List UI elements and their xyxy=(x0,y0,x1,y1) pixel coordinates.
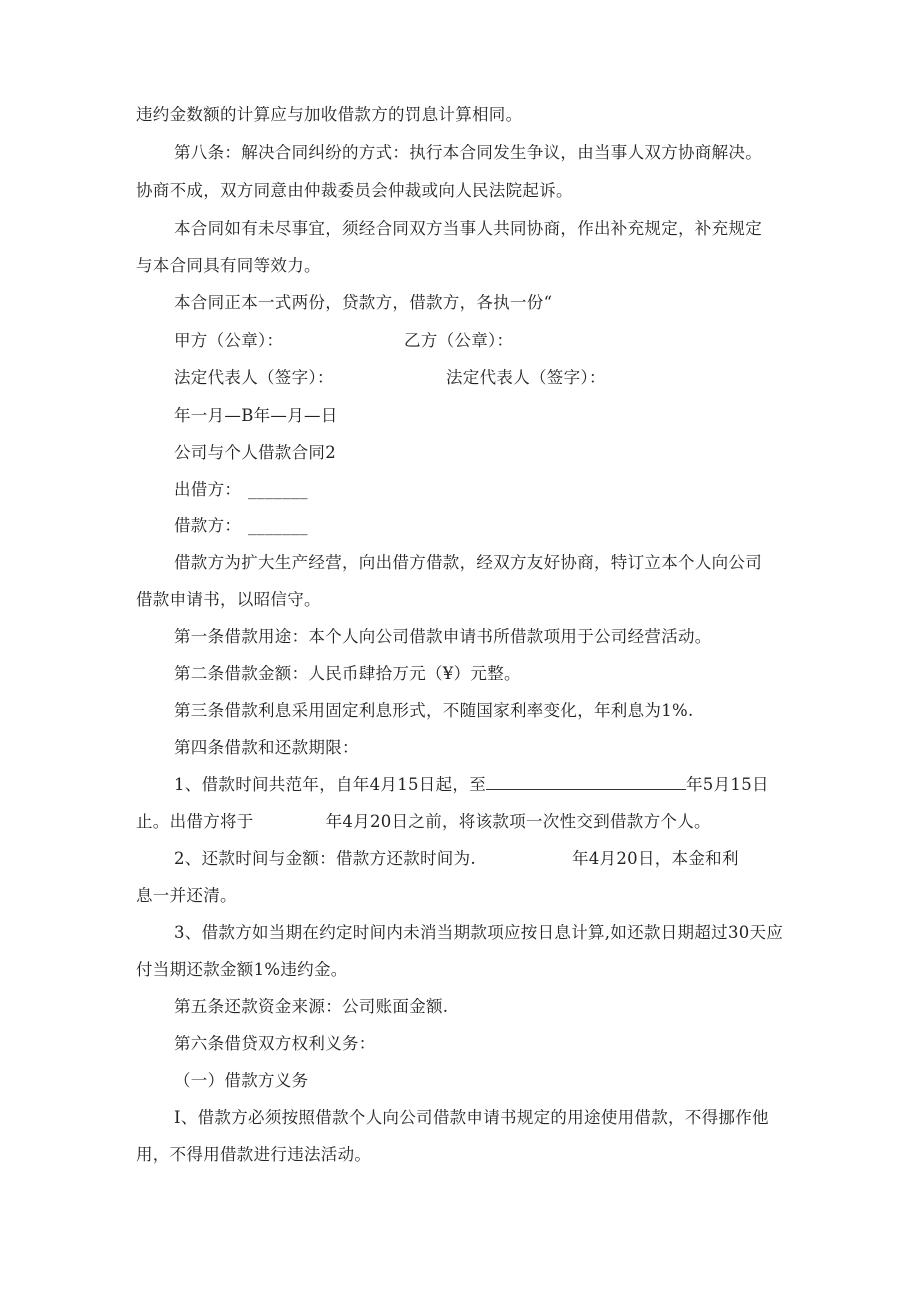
lender-label: 出借方： xyxy=(174,480,242,499)
article-4-item-2-cont: 息一并还清。 xyxy=(136,886,237,905)
article-6-subheading: （一）借款方义务 xyxy=(174,1071,309,1090)
article-4-item-1-cont-start: 止。出借方将于 xyxy=(136,812,254,831)
lender-blank: _______ xyxy=(248,480,308,499)
article-4-item-1-cont-end: 年4月20日之前，将该款项一次性交到借款方个人。 xyxy=(325,812,711,831)
article-4-item-1-cont xyxy=(136,811,711,833)
article-3: 第三条借款利息采用固定利息形式，不随国家利率变化，年利息为1%. xyxy=(174,701,694,720)
article-4-item-1-end: 年5月15日 xyxy=(686,775,769,794)
contract-title: 公司与个人借款合同2 xyxy=(174,443,336,462)
text-line: 本合同正本一式两份，贷款方，借款方，各执一份“ xyxy=(174,293,553,312)
article-6-item-1: I、借款方必须按照借款个人向公司借款申请书规定的用途使用借款，不得挪作他 xyxy=(174,1108,769,1127)
text-line: 协商不成，双方同意由仲裁委员会仲裁或向人民法院起诉。 xyxy=(136,181,573,200)
fill-in-blank xyxy=(486,775,686,790)
article-4-item-3-cont: 付当期还款金额1%违约金。 xyxy=(136,960,348,979)
article-4-item-2 xyxy=(174,848,739,870)
party-a-seal-label: 甲方（公章）： xyxy=(174,331,284,350)
article-1: 第一条借款用途：本个人向公司借款申请书所借款项用于公司经营活动。 xyxy=(174,627,712,646)
article-2: 第二条借款金额：人民币肆拾万元（¥）元整。 xyxy=(174,664,521,683)
text-line: 违约金数额的计算应与加收借款方的罚息计算相同。 xyxy=(136,105,523,124)
preamble-line: 借款方为扩大生产经营，向出借方借款，经双方友好协商，特订立本个人向公司 xyxy=(174,553,762,572)
article-4: 第四条借款和还款期限： xyxy=(174,738,359,757)
legal-rep-b-label: 法定代表人（签字）： xyxy=(446,368,606,387)
text-line: 第八条：解决合同纠纷的方式：执行本合同发生争议，由当事人双方协商解决。 xyxy=(174,143,762,162)
borrower-blank: _______ xyxy=(248,516,308,535)
article-6-item-1-cont: 用，不得用借款进行违法活动。 xyxy=(136,1145,372,1164)
article-6: 第六条借贷双方权利义务： xyxy=(174,1034,376,1053)
article-4-item-2-start: 2、还款时间与金额：借款方还款时间为. xyxy=(174,849,476,868)
article-4-item-2-end: 年4月20日，本金和利 xyxy=(571,849,739,868)
article-4-item-1-text: 1、借款时间共范年，自年4月15日起，至 xyxy=(174,775,486,794)
date-line: 年一月—B年—月—日 xyxy=(174,406,338,425)
text-line: 与本合同具有同等效力。 xyxy=(136,256,321,275)
article-4-item-1 xyxy=(174,774,769,796)
article-4-item-3: 3、借款方如当期在约定时间内未消当期款项应按日息计算,如还款日期超过30天应 xyxy=(174,923,784,942)
article-5: 第五条还款资金来源：公司账面金额. xyxy=(174,997,449,1016)
borrower-label: 借款方： xyxy=(174,516,242,535)
text-line: 本合同如有未尽事宜，须经合同双方当事人共同协商，作出补充规定，补充规定 xyxy=(174,219,762,238)
party-b-seal-label: 乙方（公章）： xyxy=(404,331,514,350)
preamble-line: 借款申请书，以昭信守。 xyxy=(136,590,321,609)
legal-rep-a-label: 法定代表人（签字）： xyxy=(174,368,334,387)
